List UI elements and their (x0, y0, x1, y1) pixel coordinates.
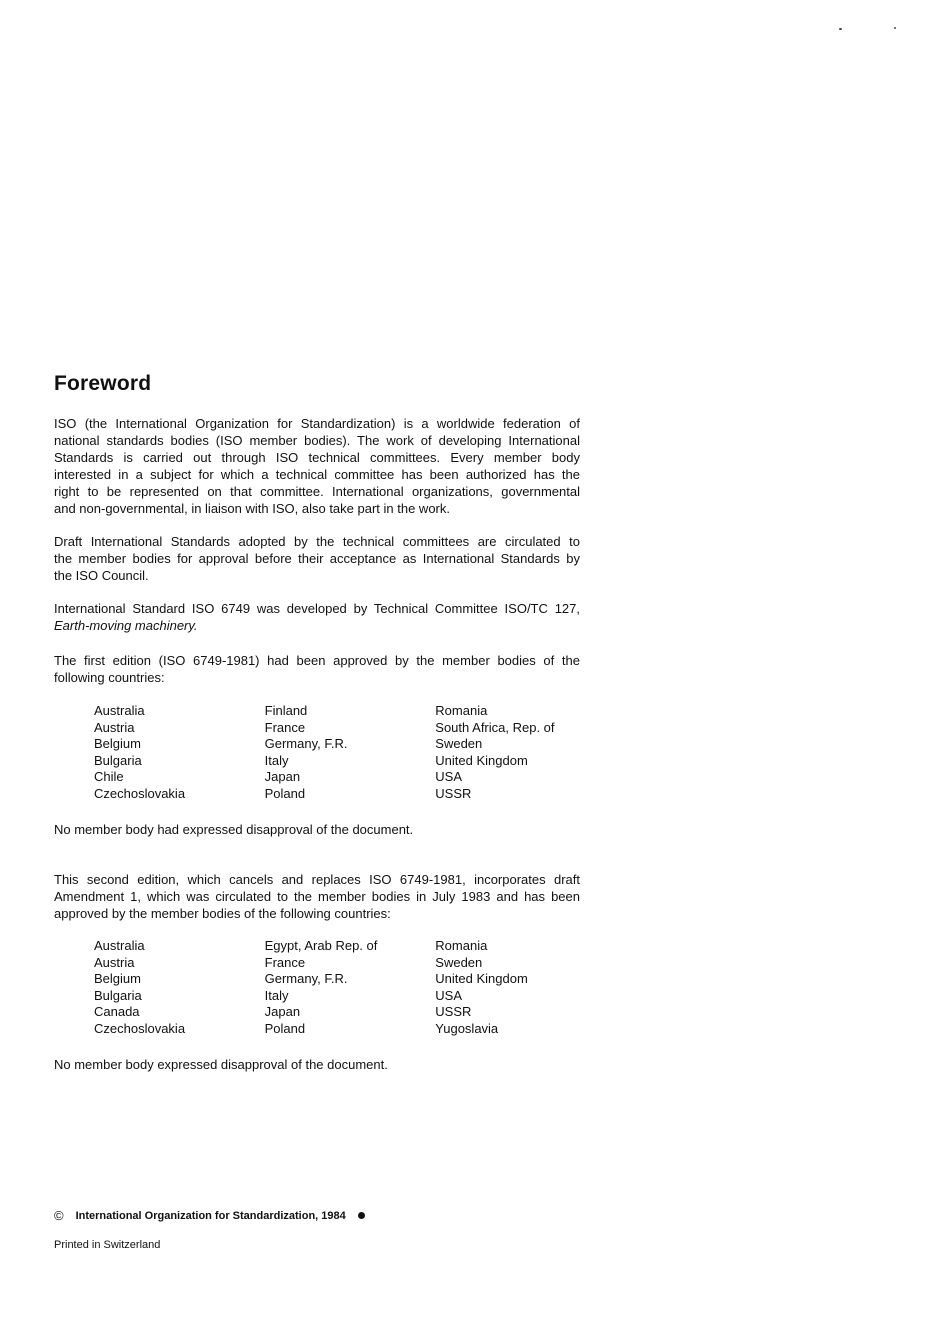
country-cell: Italy (264, 752, 289, 768)
table-row (94, 736, 594, 753)
paragraph-second-edition (54, 871, 580, 922)
country-cell: Romania (435, 938, 488, 953)
bullet-dot-icon (358, 1212, 365, 1219)
country-cell: USSR (435, 1004, 472, 1020)
country-cell: USA (435, 769, 463, 785)
scan-speck (894, 27, 896, 29)
table-row (94, 1021, 594, 1038)
country-cell: Belgium (94, 971, 141, 987)
text-line: Amendment 1, which was circulated to the member bodies in July 1983 and has been (54, 889, 580, 904)
countries-table-second-edition (94, 938, 594, 1038)
copyright-notice (54, 1208, 365, 1223)
paragraph-committee (54, 600, 580, 634)
country-cell: Chile (94, 769, 124, 785)
country-cell: Czechoslovakia (94, 1020, 186, 1036)
country-cell: Australia (94, 703, 145, 718)
page-title: Foreword (54, 372, 152, 395)
text-line: Standards is carried out through ISO technical committees. Every member body (54, 450, 580, 465)
text-line: The first edition (ISO 6749-1981) had been approved by the member bodies of the (54, 653, 580, 668)
country-cell: Poland (264, 1020, 306, 1036)
country-cell: Austria (94, 719, 135, 735)
table-row (94, 786, 594, 803)
text-line: interested in a subject for which a technical committee has been authorized has the (54, 467, 580, 482)
table-row (94, 720, 594, 737)
copyright-text: International Organization for Standardization, 1984 (75, 1209, 346, 1222)
copyright-icon: © (54, 1208, 64, 1223)
table-row (94, 955, 594, 972)
text-line: No member body had expressed disapproval of the document. (54, 822, 414, 837)
country-cell: Germany, F.R. (264, 971, 348, 987)
country-cell: Bulgaria (94, 752, 142, 768)
country-cell: Austria (94, 954, 135, 970)
country-cell: Romania (435, 703, 488, 718)
country-cell: Egypt, Arab Rep. of (264, 938, 378, 953)
text-line: following countries: (54, 670, 165, 685)
country-cell: USA (435, 987, 463, 1003)
table-row (94, 769, 594, 786)
paragraph-no-disapproval-second (54, 1056, 580, 1073)
country-cell: United Kingdom (435, 752, 528, 768)
country-cell: Czechoslovakia (94, 785, 186, 801)
country-cell: France (264, 719, 306, 735)
country-cell: Canada (94, 1004, 140, 1020)
country-cell: Yugoslavia (435, 1020, 499, 1036)
paragraph-draft-standards (54, 533, 580, 584)
paragraph-first-edition (54, 652, 580, 686)
text-line: the member bodies for approval before their acceptance as International Standards by (54, 551, 580, 566)
country-cell: Sweden (435, 736, 483, 752)
text-line: No member body expressed disapproval of the document. (54, 1057, 388, 1072)
paragraph-iso-intro (54, 415, 580, 517)
table-row (94, 938, 594, 955)
paragraph-no-disapproval-first (54, 821, 580, 838)
country-cell: USSR (435, 785, 472, 801)
table-row (94, 988, 594, 1005)
country-cell: South Africa, Rep. of (435, 719, 555, 735)
committee-title: Earth-moving machinery. (54, 618, 198, 633)
text-line: This second edition, which cancels and replaces ISO 6749-1981, incorporates draft (54, 872, 580, 887)
text-line: and non-governmental, in liaison with ISO, also take part in the work. (54, 501, 450, 516)
table-row (94, 753, 594, 770)
countries-table-first-edition (94, 703, 594, 803)
text-line: right to be represented on that committee. International organizations, governmental (54, 484, 580, 499)
country-cell: Belgium (94, 736, 141, 752)
country-cell: Poland (264, 785, 306, 801)
printed-location: Printed in Switzerland (54, 1239, 161, 1251)
country-cell: Bulgaria (94, 987, 142, 1003)
country-cell: Germany, F.R. (264, 736, 348, 752)
text-line: Draft International Standards adopted by the technical committees are circulated to (54, 534, 580, 549)
table-row (94, 1004, 594, 1021)
country-cell: Japan (264, 1004, 301, 1020)
table-row (94, 971, 594, 988)
text-line: ISO (the International Organization for Standardization) is a worldwide federation of (54, 416, 580, 431)
country-cell: Japan (264, 769, 301, 785)
country-cell: Sweden (435, 954, 483, 970)
country-cell: United Kingdom (435, 971, 528, 987)
country-cell: Italy (264, 987, 289, 1003)
text-line: national standards bodies (ISO member bodies). The work of developing International (54, 433, 580, 448)
text-line: International Standard ISO 6749 was developed by Technical Committee ISO/TC 127, (54, 601, 580, 616)
scan-speck (839, 28, 842, 30)
text-line: approved by the member bodies of the following countries: (54, 906, 391, 921)
country-cell: Finland (264, 703, 308, 718)
country-cell: Australia (94, 938, 145, 953)
text-line: the ISO Council. (54, 568, 149, 583)
table-row (94, 703, 594, 720)
country-cell: France (264, 954, 306, 970)
